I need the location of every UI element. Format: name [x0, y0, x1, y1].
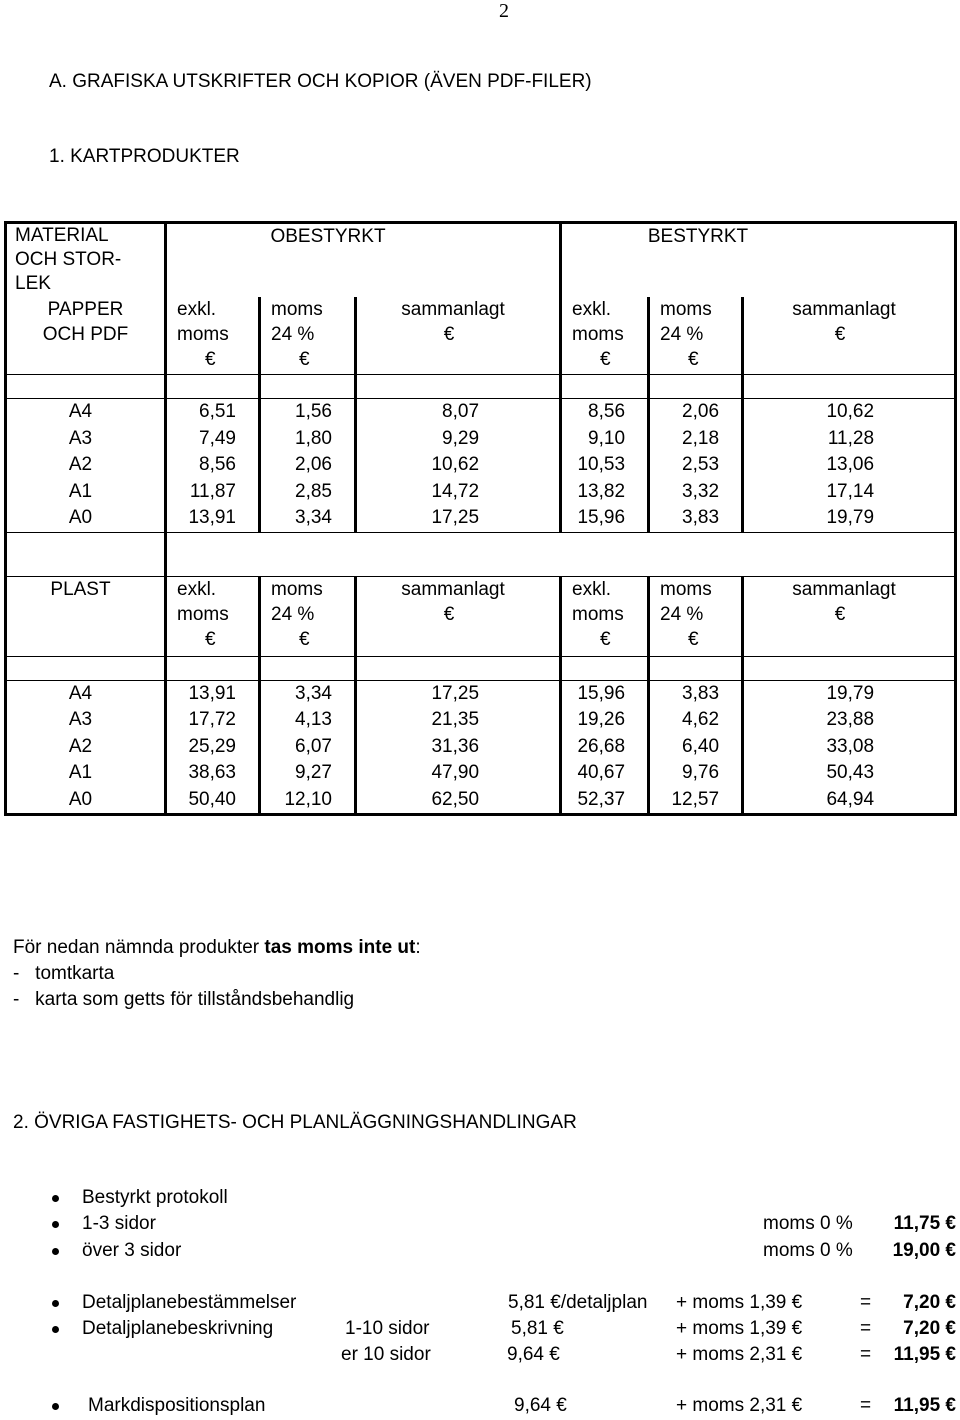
- price-table: [4, 221, 957, 816]
- dpbk-moms-2: + moms 2,31 €: [676, 1344, 803, 1365]
- dpbk-total-2: 11,95 €: [893, 1344, 956, 1365]
- o-exkl-header: exkl. moms €: [166, 297, 260, 375]
- paper-row-a3: A3 7,49 1,80 9,29 9,10 2,18 11,28: [6, 426, 956, 453]
- plast-b-exkl-header: exkl. moms €: [561, 576, 649, 656]
- plast-row-a1: A1 38,63 9,27 47,90 40,67 9,76 50,43: [6, 760, 956, 787]
- dpb-price: 5,81 €/detaljplan: [508, 1292, 648, 1313]
- obestyrkt-header: OBESTYRKT: [166, 223, 561, 297]
- section-2-heading: 2. ÖVRIGA FASTIGHETS- OCH PLANLÄGGNINGSHANDLINGAR: [13, 1112, 577, 1133]
- plast-o-moms-header: moms 24 % €: [260, 576, 356, 656]
- b-sum-header: sammanlagt €: [743, 297, 956, 375]
- section-a-heading: A. GRAFISKA UTSKRIFTER OCH KOPIOR (ÄVEN PDF-FILER): [49, 71, 592, 92]
- bullet-icon: [52, 1300, 59, 1307]
- section-1-heading: 1. KARTPRODUKTER: [49, 146, 240, 167]
- plast-o-exkl-header: exkl. moms €: [166, 576, 260, 656]
- dpbk-equals-1: =: [860, 1318, 872, 1339]
- er-10-sidor: er 10 sidor: [341, 1344, 431, 1365]
- note-item-tomtkarta: - tomtkarta: [13, 963, 115, 984]
- dpb-total: 7,20 €: [903, 1292, 956, 1313]
- dpb-equals: =: [860, 1292, 872, 1313]
- price-1-3: 11,75 €: [893, 1213, 956, 1234]
- plast-row-a2: A2 25,29 6,07 31,36 26,68 6,40 33,08: [6, 734, 956, 761]
- bullet-icon: [52, 1195, 59, 1202]
- vat-note: För nedan nämnda produkter tas moms inte ut:: [13, 937, 421, 958]
- plast-b-sum-header: sammanlagt €: [743, 576, 956, 656]
- mdp-price: 9,64 €: [514, 1395, 567, 1416]
- markdispositionsplan: Markdispositionsplan: [88, 1395, 266, 1416]
- bullet-icon: [52, 1403, 59, 1410]
- mdp-moms: + moms 2,31 €: [676, 1395, 803, 1416]
- bestyrkt-header: BESTYRKT: [561, 223, 956, 297]
- sidor-1-3: 1-3 sidor: [82, 1213, 156, 1234]
- sidor-over-3: över 3 sidor: [82, 1240, 182, 1261]
- dpbk-moms-1: + moms 1,39 €: [676, 1318, 803, 1339]
- plast-label: PLAST: [6, 576, 166, 656]
- paper-row-a4: A4 6,51 1,56 8,07 8,56 2,06 10,62: [6, 399, 956, 426]
- detaljplanebeskrivning: Detaljplanebeskrivning: [82, 1318, 274, 1339]
- dpbk-total-1: 7,20 €: [903, 1318, 956, 1339]
- b-moms-header: moms 24 % €: [649, 297, 743, 375]
- moms-0-a: moms 0 %: [763, 1213, 853, 1234]
- detaljplanebestammelser: Detaljplanebestämmelser: [82, 1292, 297, 1313]
- b-exkl-header: exkl. moms €: [561, 297, 649, 375]
- paper-row-a1: A1 11,87 2,85 14,72 13,82 3,32 17,14: [6, 479, 956, 506]
- plast-row-a3: A3 17,72 4,13 21,35 19,26 4,62 23,88: [6, 707, 956, 734]
- plast-o-sum-header: sammanlagt €: [356, 576, 561, 656]
- paper-row-a0: A0 13,91 3,34 17,25 15,96 3,83 19,79: [6, 505, 956, 532]
- paper-label: PAPPER OCH PDF: [6, 297, 166, 375]
- plast-b-moms-header: moms 24 % €: [649, 576, 743, 656]
- page-number: 2: [499, 0, 509, 22]
- bullet-icon: [52, 1326, 59, 1333]
- bullet-icon: [52, 1221, 59, 1228]
- mdp-total: 11,95 €: [893, 1395, 956, 1416]
- o-moms-header: moms 24 % €: [260, 297, 356, 375]
- material-header: MATERIAL OCH STOR- LEK: [6, 223, 166, 297]
- o-sum-header: sammanlagt €: [356, 297, 561, 375]
- moms-0-b: moms 0 %: [763, 1240, 853, 1261]
- dpbk-price-1: 5,81 €: [511, 1318, 564, 1339]
- bestyrkt-protokoll: Bestyrkt protokoll: [82, 1187, 228, 1208]
- dpb-moms: + moms 1,39 €: [676, 1292, 803, 1313]
- bullet-icon: [52, 1248, 59, 1255]
- note-item-karta: - karta som getts för tillståndsbehandlig: [13, 989, 355, 1010]
- plast-row-a4: A4 13,91 3,34 17,25 15,96 3,83 19,79: [6, 680, 956, 707]
- sidor-1-10: 1-10 sidor: [345, 1318, 430, 1339]
- plast-row-a0: A0 50,40 12,10 62,50 52,37 12,57 64,94: [6, 787, 956, 815]
- dpbk-equals-2: =: [860, 1344, 872, 1365]
- paper-row-a2: A2 8,56 2,06 10,62 10,53 2,53 13,06: [6, 452, 956, 479]
- price-over-3: 19,00 €: [892, 1240, 956, 1261]
- mdp-equals: =: [860, 1395, 872, 1416]
- dpbk-price-2: 9,64 €: [507, 1344, 560, 1365]
